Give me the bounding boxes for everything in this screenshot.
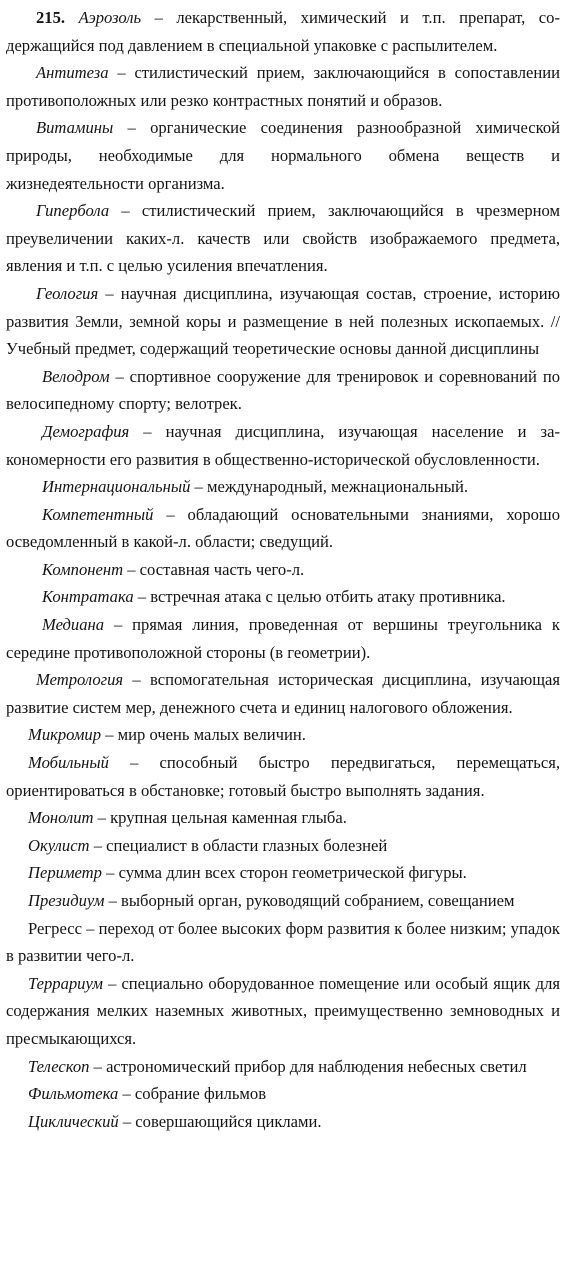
- glossary-entry: [6, 611, 560, 666]
- glossary-definition: – стилистический прием, заключающийся в чрезмерном преувеличении каких-л. качеств или свойств изображаемого предмета, явления и т.п. с целью усиления впечатления.: [6, 201, 560, 276]
- glossary-definition: – собрание фильмов: [118, 1084, 267, 1104]
- glossary-entry: [6, 1053, 560, 1081]
- glossary-entry: [6, 363, 560, 418]
- glossary-definition: – международный, межнациональный.: [190, 477, 468, 497]
- glossary-entry: [6, 749, 560, 804]
- glossary-term: Микромир: [28, 725, 102, 745]
- glossary-definition: – крупная цельная каменная глыба.: [93, 808, 347, 828]
- glossary-term: Витамины: [36, 118, 114, 138]
- glossary-term: Фильмотека: [28, 1084, 119, 1104]
- glossary-term: Окулист: [28, 835, 90, 855]
- glossary-term: Велодром: [42, 366, 110, 386]
- glossary-definition: – научная дисциплина, изучающая состав, строение, историю развития Земли, земной коры и размещение в ней полезных ископаемых. // Учебный предмет, содержащий теоретические основы данной дисциплины: [6, 283, 560, 359]
- glossary-definition: – специально оборудованное помещение или особый ящик для содержания мелких наземных животных, преимущественно земноводных и пресмыкающихся.: [6, 973, 560, 1048]
- glossary-entry: [6, 1080, 560, 1108]
- glossary-definition: – астрономический прибор для наблюдения небесных светил: [89, 1056, 527, 1076]
- glossary-entry: [6, 666, 560, 721]
- glossary-entry: [6, 473, 560, 501]
- glossary-entry: [6, 804, 560, 832]
- glossary-definition: – выборный орган, руководящий собранием, совещанием: [104, 891, 515, 910]
- glossary-term: Геология: [36, 283, 99, 303]
- glossary-entry: [6, 114, 560, 197]
- glossary-entry: [6, 59, 560, 114]
- glossary-term: Медиана: [42, 615, 105, 635]
- glossary-term: Телескоп: [28, 1056, 90, 1076]
- glossary-entry: [6, 721, 560, 749]
- glossary-definition: – научная дисциплина, изучающая население и закономерности его развития в общественно-исторической обусловленности.: [6, 421, 560, 469]
- glossary-term: Мобильный: [28, 753, 109, 773]
- glossary-term: Президиум: [28, 891, 105, 910]
- glossary-term: Периметр: [28, 863, 102, 883]
- glossary-entry: [6, 501, 560, 556]
- glossary-definition: – способный быстро передвигаться, перемещаться, ориентироваться в обстановке; готовый быстро выполнять задания.: [6, 753, 560, 800]
- glossary-entry: [6, 887, 560, 915]
- glossary-definition: – органические соединения разнообразной химической природы, необходимые для нормального обмена веществ и жизнедеятельности организма.: [6, 118, 560, 193]
- glossary-term: Компонент: [42, 559, 124, 579]
- glossary-definition: – лекарственный, химический и т.п. препарат, содержащийся под давлением в специальной упаковке с распылителем.: [6, 8, 560, 55]
- glossary-entry: [6, 197, 560, 280]
- glossary-definition: – совершающийся циклами.: [118, 1111, 322, 1131]
- glossary-term: Интернациональный: [42, 477, 191, 497]
- glossary-term: Контратака: [42, 587, 134, 607]
- glossary-entry: [6, 970, 560, 1053]
- glossary-entry: [6, 859, 560, 887]
- glossary-entry: [6, 556, 560, 584]
- glossary-term: Демография: [42, 421, 130, 441]
- glossary-term: Аэрозоль: [78, 8, 142, 27]
- glossary-definition: – вспомогательная историческая дисциплина, изучающая развитие систем мер, денежного счета и единиц налогового обложения.: [6, 670, 560, 717]
- glossary-definition: – стилистический прием, заключающийся в сопоставлении противоположных или резко контрастных понятий и образов.: [6, 63, 560, 110]
- glossary-term: Метрология: [36, 670, 124, 690]
- glossary-term: Циклический: [28, 1111, 119, 1131]
- glossary-term: Регресс: [28, 918, 82, 938]
- glossary-entry: [6, 418, 560, 473]
- glossary-term: Компетентный: [42, 504, 154, 524]
- glossary-entry: [6, 583, 560, 611]
- glossary-definition: – составная часть чего-л.: [123, 559, 305, 579]
- glossary-definition: – переход от более высоких форм развития к более низким; упадок в развитии чего-л.: [6, 918, 560, 966]
- glossary-entry: [6, 280, 560, 363]
- glossary-definition: – спортивное сооружение для тренировок и соревнований по велосипедному спорту; велотрек.: [6, 366, 560, 414]
- glossary-term: Антитеза: [36, 63, 109, 83]
- glossary-entry: [6, 1108, 560, 1136]
- glossary-term: Террариум: [28, 973, 104, 993]
- glossary-definition: – обладающий основательными знаниями, хорошо осведомленный в какой-л. области; сведущий.: [6, 504, 560, 552]
- glossary-definition: – прямая линия, проведенная от вершины треугольника к середине противоположной стороны (в геометрии).: [6, 615, 560, 662]
- glossary-list: [6, 4, 560, 1135]
- glossary-term: Монолит: [28, 808, 94, 828]
- glossary-entry: [6, 915, 560, 970]
- glossary-definition: – мир очень малых величин.: [101, 725, 306, 745]
- glossary-entry: [6, 4, 560, 59]
- glossary-definition: – встречная атака с целью отбить атаку противника.: [133, 587, 506, 607]
- glossary-entry: [6, 832, 560, 860]
- glossary-definition: – сумма длин всех сторон геометрической фигуры.: [101, 863, 467, 883]
- glossary-definition: – специалист в области глазных болезней: [89, 835, 388, 855]
- glossary-term: Гипербола: [36, 201, 110, 221]
- exercise-number: 215.: [36, 8, 66, 27]
